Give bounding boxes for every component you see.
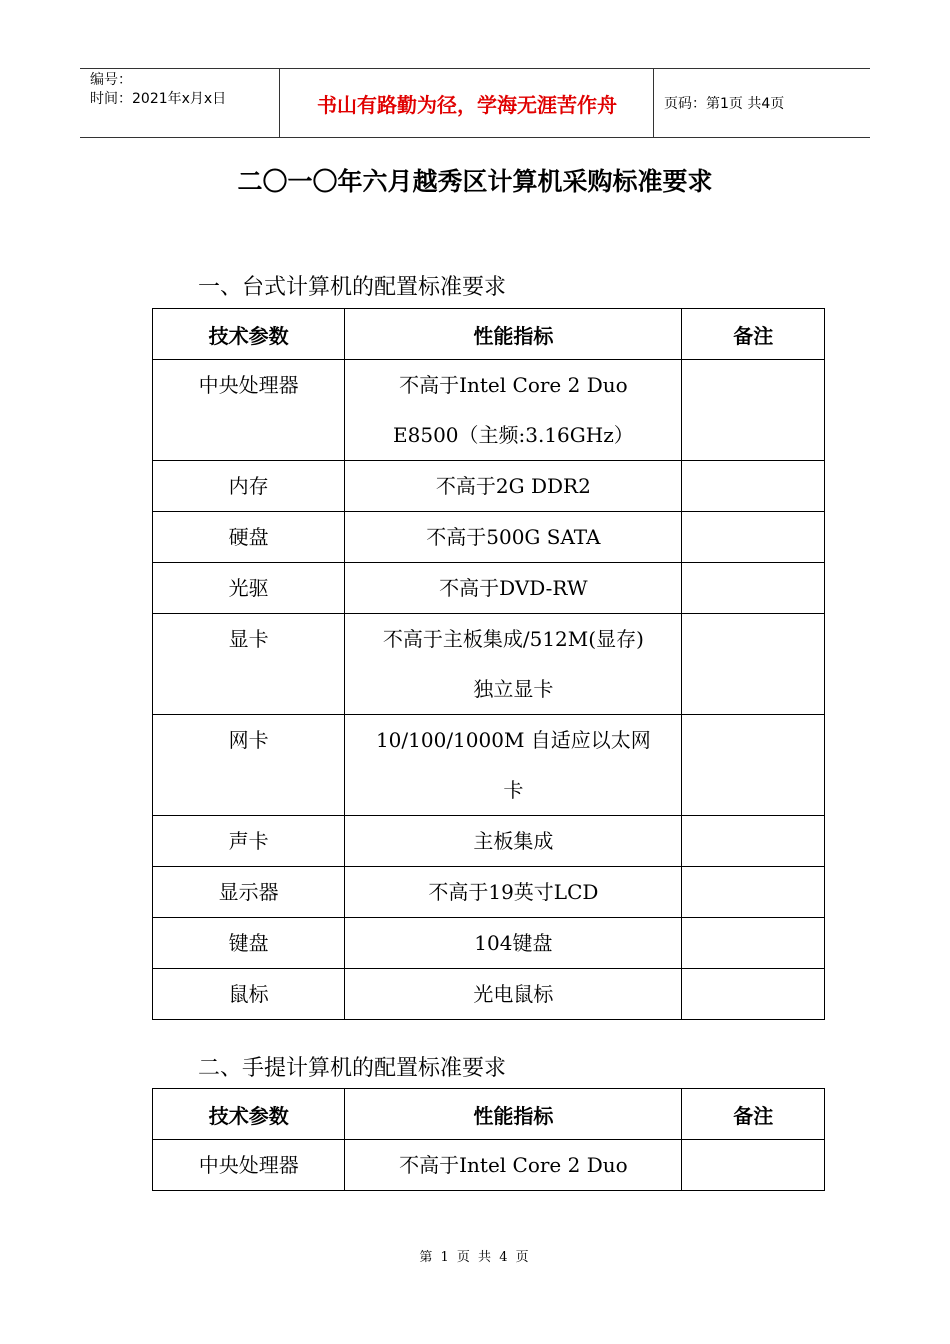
- spec-cell: [345, 461, 682, 512]
- note-cell: [682, 867, 825, 918]
- spec-line: 不高于19英寸LCD: [428, 880, 599, 904]
- spec-line: 光电鼠标: [473, 982, 554, 1006]
- note-cell: [682, 563, 825, 614]
- spec-cell: [345, 816, 682, 867]
- param-cell: 中央处理器: [153, 1140, 345, 1191]
- document-header: [80, 68, 870, 138]
- table-row: [153, 816, 825, 867]
- page-footer: 第 1 页 共 4 页: [419, 1250, 531, 1265]
- spec-line: 卡: [503, 778, 524, 802]
- table-row: [153, 715, 825, 816]
- spec-line: 104键盘: [474, 931, 553, 955]
- spec-cell: [345, 614, 682, 715]
- table-row: [153, 1140, 825, 1191]
- column-header: 技术参数: [153, 1089, 345, 1140]
- serial-label: 编号：: [90, 72, 132, 88]
- table-header-row: [153, 309, 825, 360]
- spec-cell: [345, 512, 682, 563]
- date-label: 时间：2021年x月x日: [90, 91, 227, 107]
- section1-heading: 一、台式计算机的配置标准要求: [198, 275, 507, 300]
- spec-line: 不高于Intel Core 2 Duo: [399, 373, 628, 397]
- param-cell: 鼠标: [153, 969, 345, 1020]
- note-cell: [682, 1140, 825, 1191]
- column-header: 性能指标: [345, 309, 682, 360]
- note-cell: [682, 512, 825, 563]
- table-row: [153, 461, 825, 512]
- note-cell: [682, 969, 825, 1020]
- desktop-spec-table: [152, 308, 825, 1020]
- spec-cell: [345, 715, 682, 816]
- spec-line: 10/100/1000M 自适应以太网: [375, 728, 651, 752]
- laptop-spec-table: [152, 1088, 825, 1191]
- param-cell: 光驱: [153, 563, 345, 614]
- spec-line: 主板集成: [473, 829, 554, 853]
- note-cell: [682, 614, 825, 715]
- note-cell: [682, 715, 825, 816]
- spec-line: 不高于DVD-RW: [439, 576, 588, 600]
- table-row: [153, 867, 825, 918]
- param-cell: 网卡: [153, 715, 345, 816]
- spec-line: 不高于500G SATA: [426, 525, 601, 549]
- table-header-row: [153, 1089, 825, 1140]
- table-row: [153, 614, 825, 715]
- param-cell: 键盘: [153, 918, 345, 969]
- param-cell: 中央处理器: [153, 360, 345, 461]
- param-cell: 声卡: [153, 816, 345, 867]
- column-header: 备注: [682, 1089, 825, 1140]
- note-cell: [682, 360, 825, 461]
- document-title: 二〇一〇年六月越秀区计算机采购标准要求: [237, 167, 713, 196]
- note-cell: [682, 461, 825, 512]
- header-motto: 书山有路勤为径，学海无涯苦作舟: [281, 69, 654, 137]
- spec-line: 不高于2G DDR2: [435, 474, 591, 498]
- column-header: 性能指标: [345, 1089, 682, 1140]
- spec-line: E8500（主频:3.16GHz）: [393, 423, 634, 447]
- spec-cell: [345, 360, 682, 461]
- spec-cell: [345, 563, 682, 614]
- column-header: 备注: [682, 309, 825, 360]
- spec-line: 不高于Intel Core 2 Duo: [399, 1153, 628, 1177]
- param-cell: 显示器: [153, 867, 345, 918]
- table-row: [153, 969, 825, 1020]
- spec-cell: [345, 867, 682, 918]
- note-cell: [682, 918, 825, 969]
- section2-heading: 二、手提计算机的配置标准要求: [198, 1056, 507, 1081]
- param-cell: 内存: [153, 461, 345, 512]
- table-row: [153, 563, 825, 614]
- note-cell: [682, 816, 825, 867]
- spec-line: 不高于主板集成/512M(显存): [382, 627, 644, 651]
- table-row: [153, 512, 825, 563]
- spec-line: 独立显卡: [473, 677, 554, 701]
- column-header: 技术参数: [153, 309, 345, 360]
- spec-cell: [345, 1140, 682, 1191]
- param-cell: 显卡: [153, 614, 345, 715]
- header-page-info: 页码：第1页 共4页: [664, 96, 785, 112]
- spec-cell: [345, 918, 682, 969]
- table-row: [153, 918, 825, 969]
- param-cell: 硬盘: [153, 512, 345, 563]
- table-row: [153, 360, 825, 461]
- spec-cell: [345, 969, 682, 1020]
- header-meta: [80, 69, 280, 137]
